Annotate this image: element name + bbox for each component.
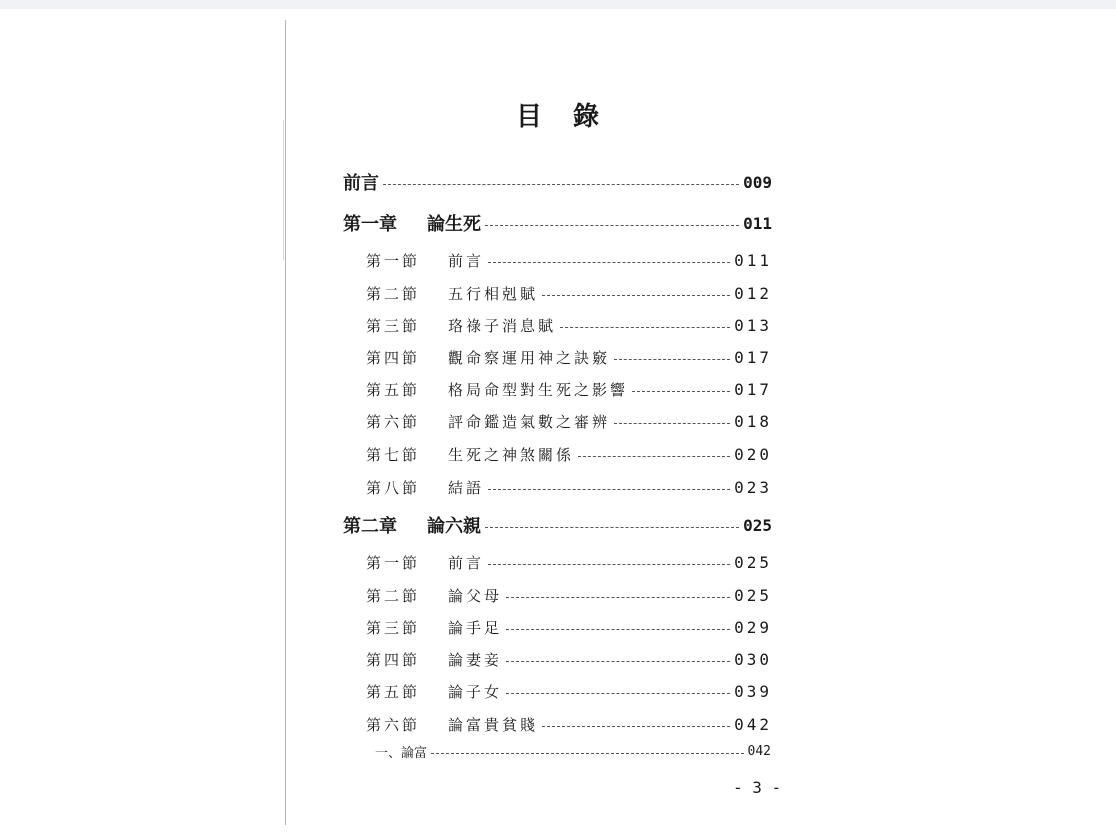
section-number: 第四節 <box>366 348 421 367</box>
section-number: 第六節 <box>366 715 421 734</box>
entry-title: 格局命型對生死之影響 <box>448 380 629 399</box>
section-number: 第七節 <box>366 445 421 464</box>
dot-leader <box>488 489 730 490</box>
toc-entry <box>366 583 772 607</box>
section-number: 第二節 <box>366 284 421 303</box>
toc-entry <box>343 170 772 194</box>
dot-leader <box>632 391 730 392</box>
dot-leader <box>488 262 730 263</box>
dot-leader <box>614 423 730 424</box>
toc-entry <box>366 377 772 401</box>
entry-title: 論富貴貧賤 <box>448 715 539 734</box>
dot-leader <box>488 564 730 565</box>
toc-entry <box>366 475 772 499</box>
chapter-number: 第二章 <box>343 516 397 537</box>
section-number: 第三節 <box>366 316 421 335</box>
toc-entry <box>366 409 772 433</box>
entry-title: 評命鑑造氣數之審辨 <box>448 412 611 431</box>
dot-leader <box>542 295 730 296</box>
toc-entry <box>366 550 772 574</box>
entry-title: 觀命察運用神之訣竅 <box>448 348 611 367</box>
entry-title: 前言 <box>343 173 379 194</box>
dot-leader <box>383 184 739 185</box>
entry-page: 029 <box>734 617 772 637</box>
entry-page: 025 <box>743 515 772 535</box>
subsection-number: 一、 <box>375 745 402 761</box>
entry-page: 020 <box>734 444 772 464</box>
entry-page: 042 <box>747 743 771 759</box>
entry-page: 017 <box>734 347 772 367</box>
entry-title: 生死之神煞關係 <box>448 445 575 464</box>
toc-entry <box>343 513 772 537</box>
entry-title: 論手足 <box>448 618 503 637</box>
toc-entry <box>366 712 772 736</box>
title-char: 目 <box>515 102 543 132</box>
entry-page: 011 <box>743 213 772 233</box>
entry-page: 013 <box>734 315 772 335</box>
entry-title: 前言 <box>448 251 485 270</box>
entry-page: 030 <box>734 649 772 669</box>
section-number: 第五節 <box>366 380 421 399</box>
entry-title: 五行相剋賦 <box>448 284 539 303</box>
entry-page: 011 <box>734 250 772 270</box>
section-number: 第二節 <box>366 586 421 605</box>
entry-page: 042 <box>734 714 772 734</box>
entry-title: 論生死 <box>427 214 481 235</box>
dot-leader <box>506 661 730 662</box>
dot-leader <box>506 693 730 694</box>
toc-entry <box>343 211 772 235</box>
section-number: 第四節 <box>366 650 421 669</box>
entry-page: 025 <box>734 585 772 605</box>
entry-title: 珞祿子消息賦 <box>448 316 557 335</box>
dot-leader <box>578 456 730 457</box>
entry-title: 論六親 <box>427 516 481 537</box>
section-number: 第六節 <box>366 412 421 431</box>
dot-leader <box>506 597 730 598</box>
entry-page: 039 <box>734 681 772 701</box>
entry-page: 009 <box>743 172 772 192</box>
section-number: 第三節 <box>366 618 421 637</box>
entry-title: 前言 <box>448 553 485 572</box>
entry-page: 023 <box>734 477 772 497</box>
toc-entry <box>366 647 772 671</box>
entry-page: 017 <box>734 379 772 399</box>
toc-entry <box>366 313 772 337</box>
section-number: 第五節 <box>366 682 421 701</box>
entry-title: 論妻妾 <box>448 650 503 669</box>
entry-page: 025 <box>734 552 772 572</box>
toc-entry <box>366 615 772 639</box>
entry-title: 論富 <box>401 745 428 761</box>
toc-entry <box>375 739 771 763</box>
entry-page: 012 <box>734 283 772 303</box>
entry-title: 論父母 <box>448 586 503 605</box>
toc-entry <box>366 679 772 703</box>
section-number: 第一節 <box>366 251 421 270</box>
entry-page: 018 <box>734 411 772 431</box>
toc-entry <box>366 345 772 369</box>
dot-leader <box>485 225 739 226</box>
toc-entry <box>366 281 772 305</box>
toc-entry <box>366 442 772 466</box>
dot-leader <box>542 726 730 727</box>
chapter-number: 第一章 <box>343 214 397 235</box>
page-number: - 3 - <box>733 778 782 797</box>
entry-title: 結語 <box>448 478 485 497</box>
dot-leader <box>485 527 739 528</box>
dot-leader <box>614 359 730 360</box>
dot-leader <box>560 327 730 328</box>
title-char: 錄 <box>573 102 601 132</box>
section-number: 第一節 <box>366 553 421 572</box>
dot-leader <box>506 629 730 630</box>
dot-leader <box>431 753 743 754</box>
toc-entry <box>366 248 772 272</box>
entry-title: 論子女 <box>448 682 503 701</box>
section-number: 第八節 <box>366 478 421 497</box>
